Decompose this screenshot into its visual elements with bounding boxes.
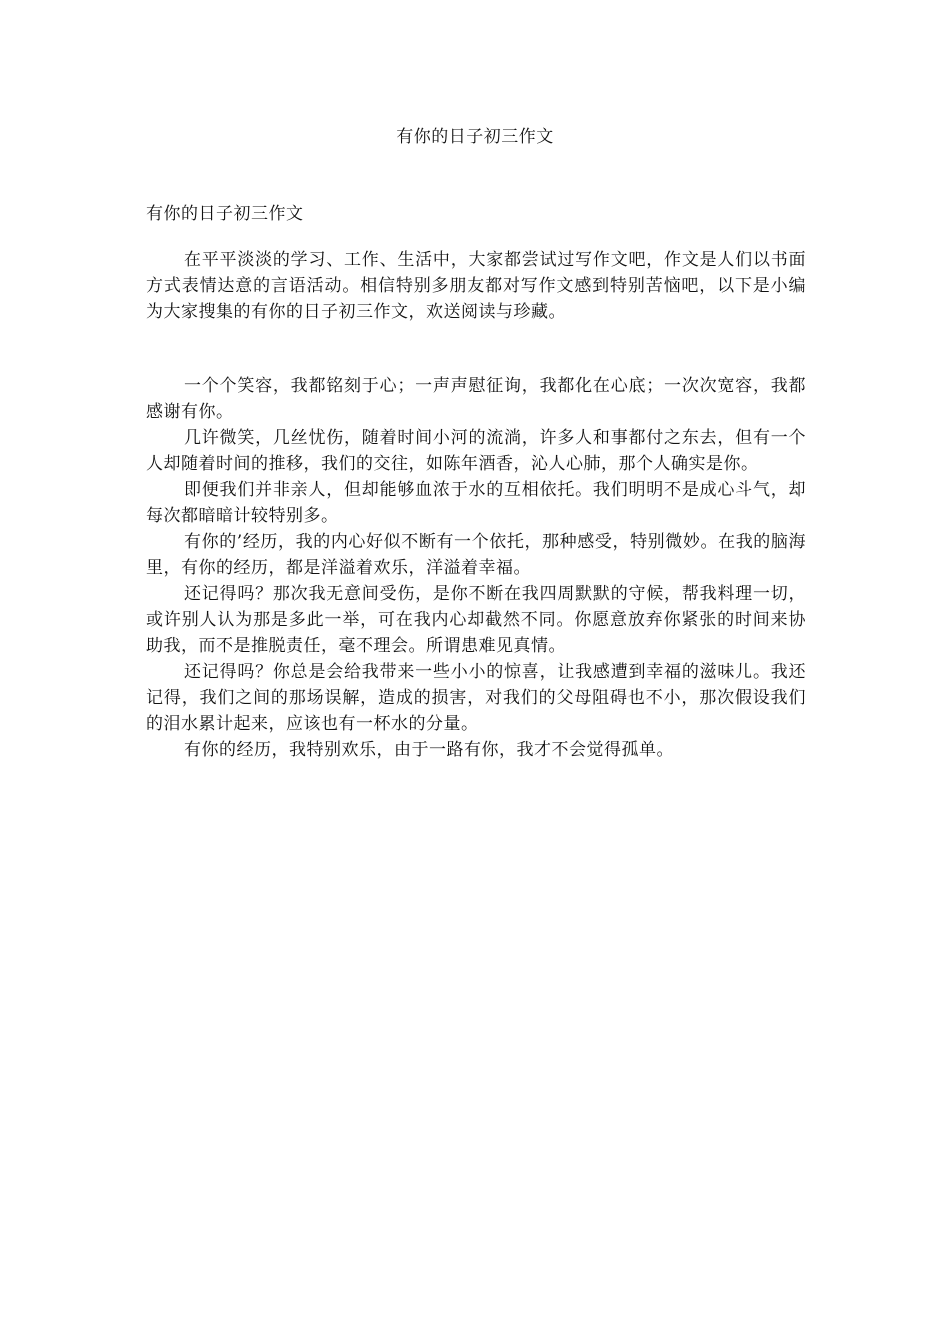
essay-paragraph: 几许微笑，几丝忧伤，随着时间小河的流淌，许多人和事都付之东去，但有一个人却随着时间的推移，我们的交往，如陈年酒香，沁人心肺，那个人确实是你。	[146, 428, 806, 474]
essay-paragraph: 即便我们并非亲人，但却能够血浓于水的互相依托。我们明明不是成心斗气，却每次都暗暗计较特别多。	[146, 480, 806, 526]
essay-paragraph: 有你的经历，我特别欢乐，由于一路有你，我才不会觉得孤单。	[184, 740, 674, 760]
intro-block	[146, 247, 806, 325]
essay-paragraph: 一个个笑容，我都铭刻于心；一声声慰征询，我都化在心底；一次次宽容，我都感谢有你。	[146, 376, 806, 422]
essay-paragraph: 有你的’经历，我的内心好似不断有一个依托，那种感受，特别微妙。在我的脑海里，有你的经历，都是洋溢着欢乐，洋溢着幸福。	[146, 532, 806, 578]
intro-paragraph: 在平平淡淡的学习、工作、生活中，大家都尝试过写作文吧，作文是人们以书面方式表情达意的言语活动。相信特别多朋友都对写作文感到特别苦恼吧，以下是小编为大家搜集的有你的日子初三作文，欢送阅读与珍藏。	[146, 250, 806, 322]
essay-body	[146, 373, 806, 763]
essay-paragraph: 还记得吗？那次我无意间受伤，是你不断在我四周默默的守候，帮我料理一切，或许别人认为那是多此一举，可在我内心却截然不同。你愿意放弃你紧张的时间来协助我，而不是推脱责任，毫不理会。所谓患难见真情。	[146, 584, 806, 656]
page-title: 有你的日子初三作文	[396, 127, 554, 147]
essay-paragraph: 还记得吗？你总是会给我带来一些小小的惊喜，让我感遭到幸福的滋味儿。我还记得，我们之间的那场误解，造成的损害，对我们的父母阻碍也不小，那次假设我们的泪水累计起来，应该也有一杯水的分量。	[146, 662, 806, 734]
section-heading: 有你的日子初三作文	[146, 204, 304, 224]
